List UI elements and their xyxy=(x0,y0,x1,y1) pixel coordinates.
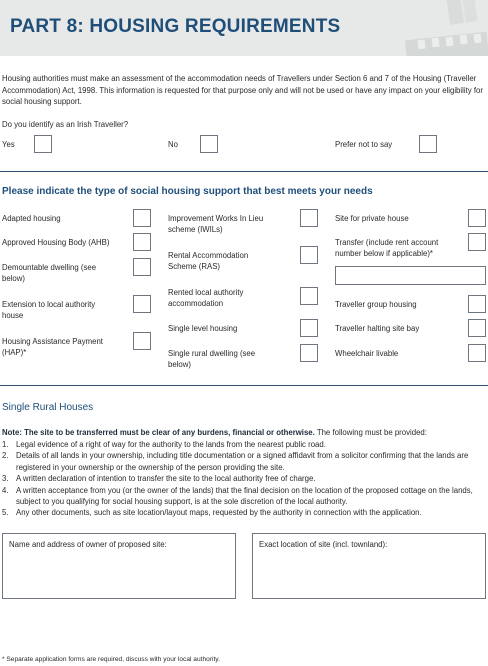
checkbox-ras[interactable] xyxy=(300,246,318,264)
option-traveller-group: Traveller group housing xyxy=(335,300,417,309)
list-number: 4. xyxy=(2,485,9,495)
list-number: 3. xyxy=(2,474,9,484)
page-title: PART 8: HOUSING REQUIREMENTS xyxy=(10,16,341,37)
rural-note-rest: The following must be provided: xyxy=(314,428,427,437)
checkbox-halting-site[interactable] xyxy=(468,319,486,337)
owner-name-address-label: Name and address of owner of proposed site: xyxy=(9,540,167,549)
list-item xyxy=(2,439,486,450)
option-single-rural: Single rural dwelling (see below) xyxy=(168,349,256,370)
checkbox-rented-la[interactable] xyxy=(300,287,318,305)
list-text: Any other documents, such as site location/layout maps, requested by the authority in connection with the application. xyxy=(16,508,422,518)
checkbox-yes[interactable] xyxy=(34,135,52,153)
checkbox-traveller-group[interactable] xyxy=(468,295,486,313)
divider xyxy=(0,385,488,386)
checkbox-hap[interactable] xyxy=(133,332,151,350)
list-item xyxy=(2,485,486,508)
checkbox-demountable[interactable] xyxy=(133,258,151,276)
option-demountable: Demountable dwelling (see below) xyxy=(2,263,97,284)
option-wheelchair: Wheelchair livable xyxy=(335,349,399,358)
page-header xyxy=(0,0,488,56)
option-rented-la: Rented local authority accommodation xyxy=(168,288,244,309)
list-number: 2. xyxy=(2,451,9,461)
checkbox-extension[interactable] xyxy=(133,295,151,313)
rural-note-bold: Note: The site to be transferred must be clear of any burdens, financial or otherwise. xyxy=(2,428,315,437)
option-iwils: Improvement Works In Lieu scheme (IWILs) xyxy=(168,214,264,235)
option-adapted-housing: Adapted housing xyxy=(2,214,61,223)
list-text: A written acceptance from you (or the owner of the lands) that the final decision on the location of the proposed cottage on the lands, subject to you qualifying for social housing support, is at the sole discretion of the local authority. xyxy=(16,485,473,507)
checkbox-transfer[interactable] xyxy=(468,233,486,251)
option-ras: Rental Accommodation Scheme (RAS) xyxy=(168,251,249,272)
option-halting-site: Traveller halting site bay xyxy=(335,324,420,333)
checkbox-ahb[interactable] xyxy=(133,233,151,251)
option-yes-label: Yes xyxy=(2,140,15,149)
list-item xyxy=(2,473,486,484)
option-hap: Housing Assistance Payment (HAP)* xyxy=(2,337,103,358)
checkbox-no[interactable] xyxy=(200,135,218,153)
list-item xyxy=(2,507,486,518)
checkbox-prefer-not[interactable] xyxy=(419,135,437,153)
owner-name-address-field[interactable] xyxy=(2,533,236,599)
intro-paragraph: Housing authorities must make an assessment of the accommodation needs of Travellers under Section 6 and 7 of the Housing (Traveller Accommodation) Act, 1998. This information is requested for that purpose only and will not be used or have any impact on your eligibility for social housing support. xyxy=(2,74,483,107)
checkbox-adapted-housing[interactable] xyxy=(133,209,151,227)
rural-heading: Single Rural Houses xyxy=(2,402,94,413)
rural-requirements-list xyxy=(2,439,486,519)
checkbox-single-level[interactable] xyxy=(300,319,318,337)
checkbox-wheelchair[interactable] xyxy=(468,344,486,362)
rural-note xyxy=(2,427,486,438)
rent-account-number-field[interactable] xyxy=(335,266,486,285)
list-text: Legal evidence of a right of way for the authority to the lands from the nearest public road. xyxy=(16,440,326,449)
houses-decoration-icon xyxy=(378,0,488,56)
checkbox-single-rural[interactable] xyxy=(300,344,318,362)
option-prefer-not-label: Prefer not to say xyxy=(335,140,393,149)
site-location-label: Exact location of site (incl. townland): xyxy=(259,540,388,549)
option-extension: Extension to local authority house xyxy=(2,300,96,321)
list-item xyxy=(2,450,486,473)
option-no-label: No xyxy=(168,140,178,149)
option-transfer: Transfer (include rent account number below if applicable)* xyxy=(335,238,439,259)
site-location-field[interactable] xyxy=(252,533,486,599)
list-text: Details of all lands in your ownership, including title documentation or a signed affidavit from a solicitor confirming that the lands are registered in your ownership or the ownership of the person providing the site. xyxy=(16,451,469,472)
option-ahb: Approved Housing Body (AHB) xyxy=(2,238,110,247)
footnote: * Separate application forms are required, discuss with your local authority. xyxy=(2,656,220,663)
divider xyxy=(0,171,488,172)
checkbox-site-private[interactable] xyxy=(468,209,486,227)
list-number: 5. xyxy=(2,508,9,518)
list-number: 1. xyxy=(2,440,9,449)
list-text: A written declaration of intention to transfer the site to the local authority free of charge. xyxy=(16,474,316,484)
traveller-question: Do you identify as an Irish Traveller? xyxy=(2,120,129,129)
checkbox-iwils[interactable] xyxy=(300,209,318,227)
support-heading: Please indicate the type of social housing support that best meets your needs xyxy=(2,186,373,197)
option-site-private: Site for private house xyxy=(335,214,409,223)
option-single-level: Single level housing xyxy=(168,324,238,333)
